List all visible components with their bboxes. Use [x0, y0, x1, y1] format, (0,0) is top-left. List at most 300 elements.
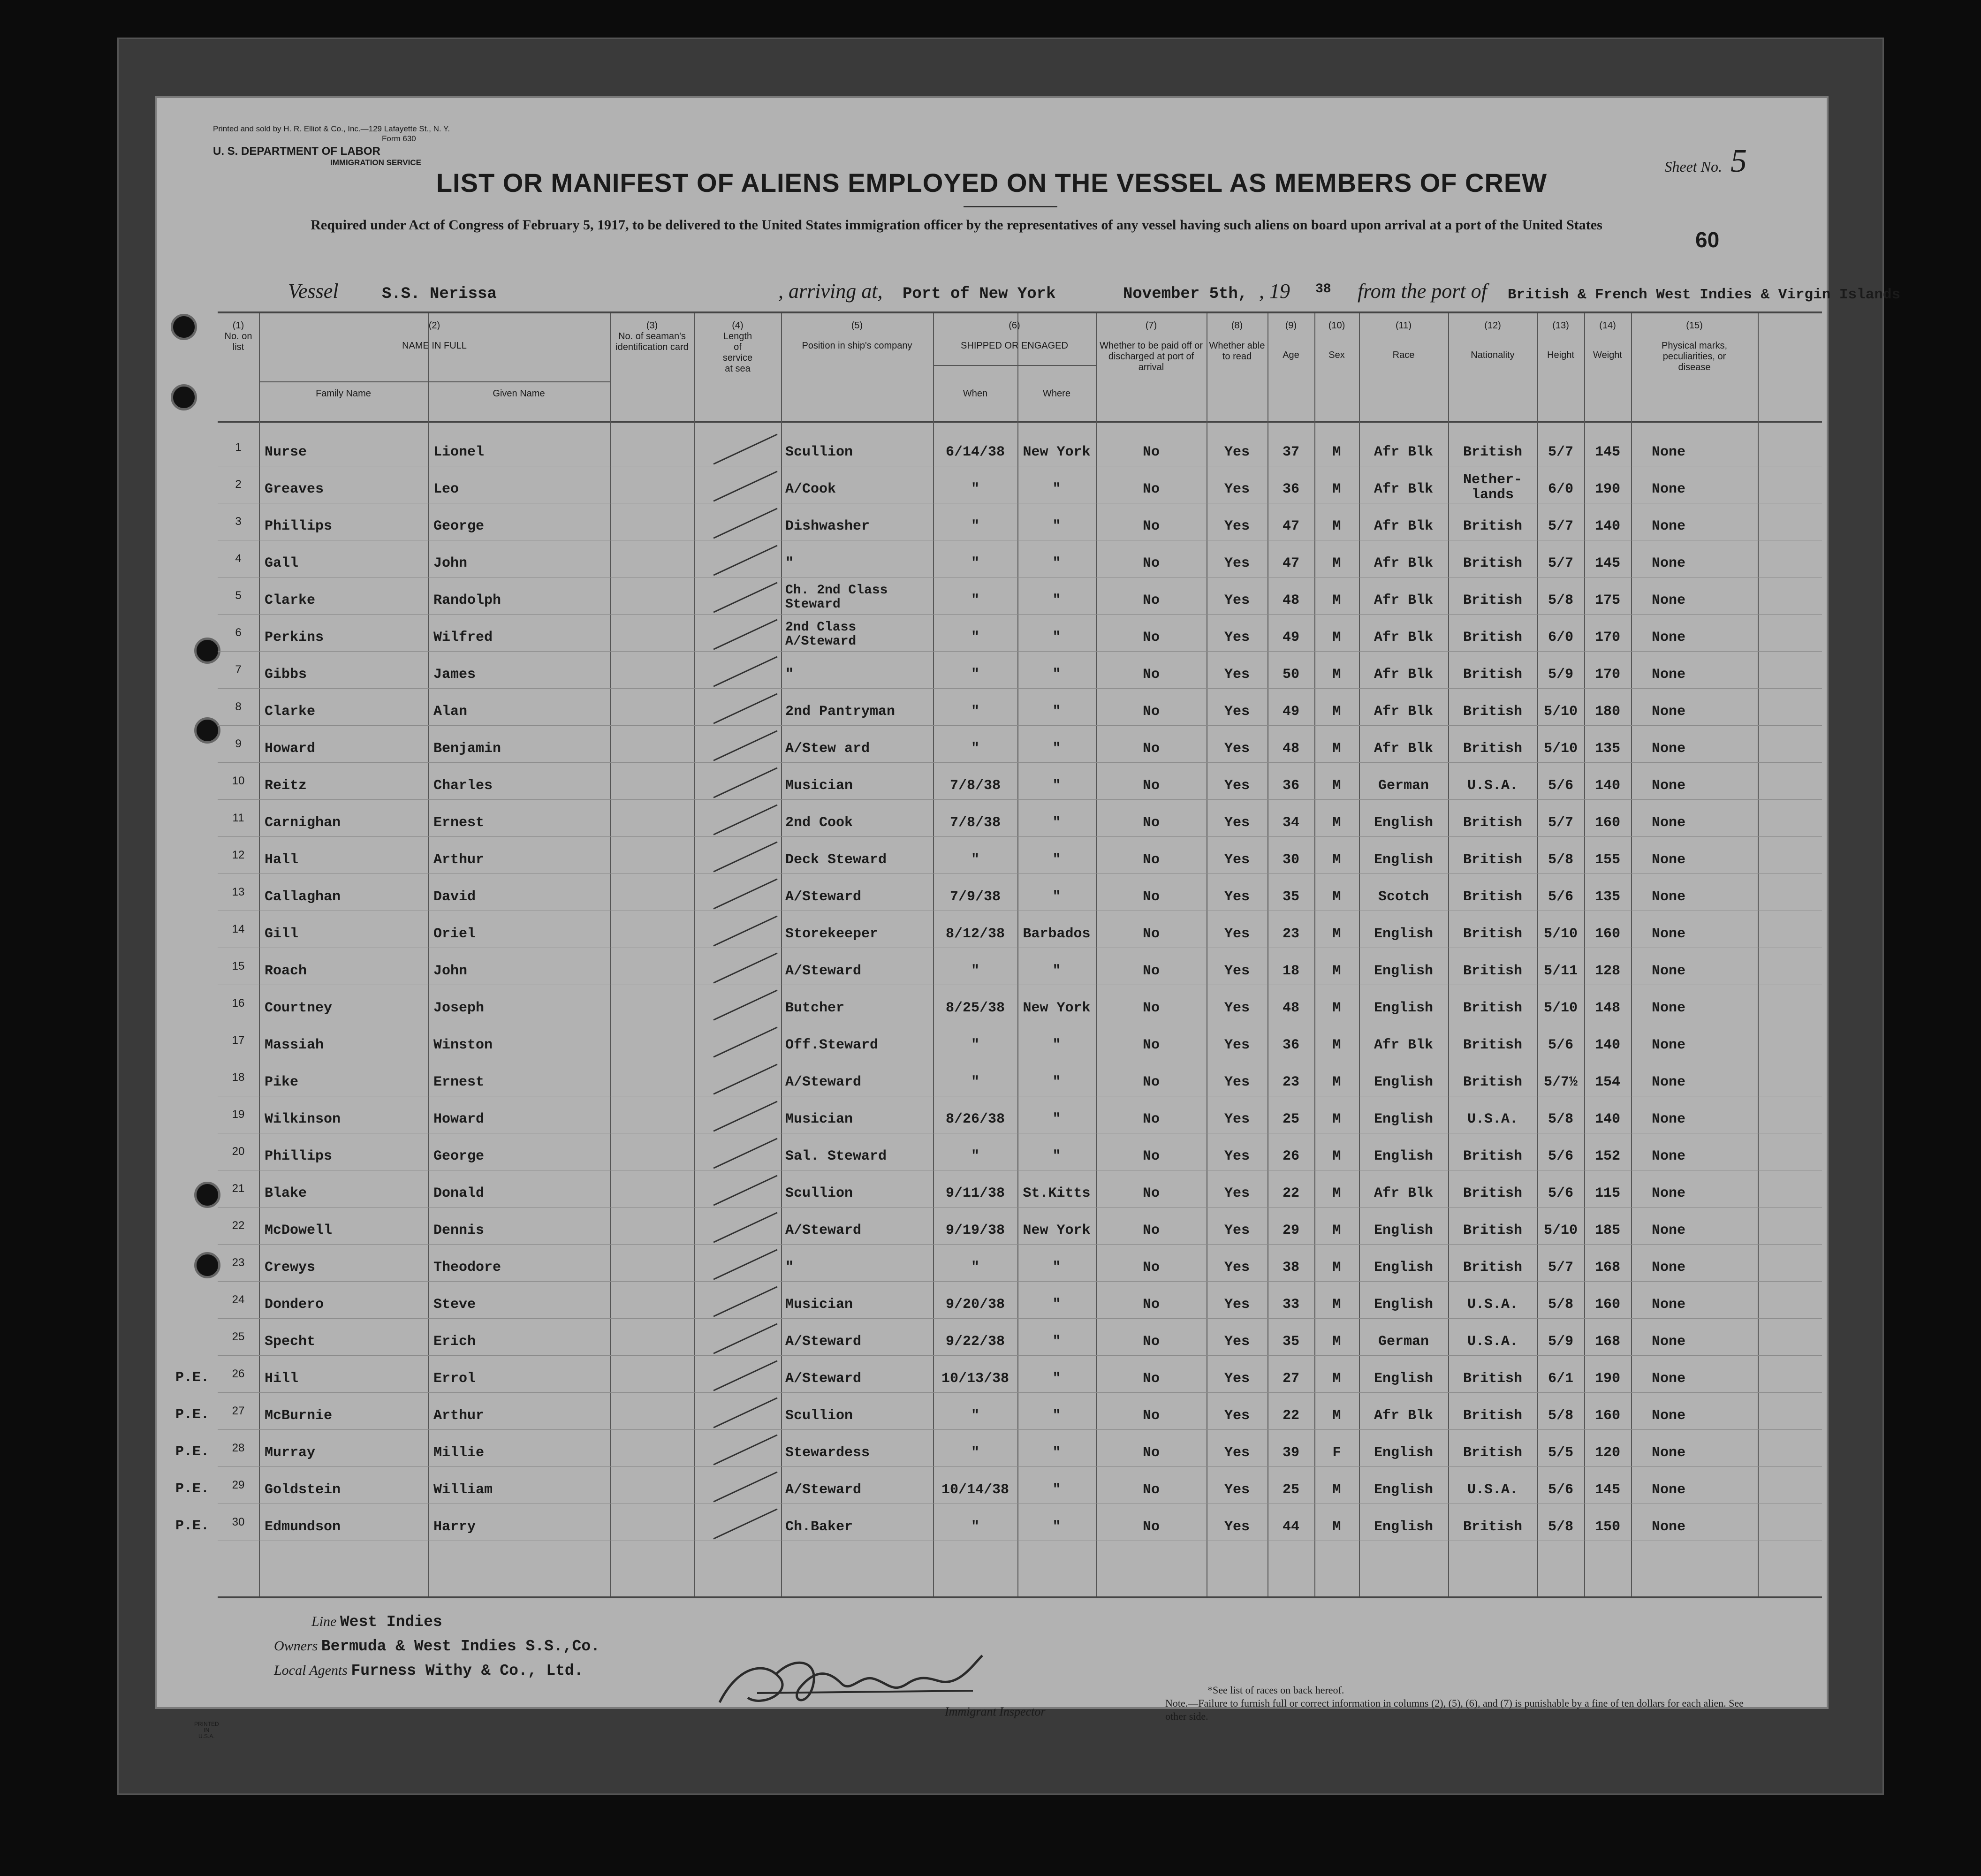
cell-nat: U.S.A. — [1467, 1111, 1518, 1127]
cell-given: Ernest — [433, 815, 485, 831]
departure-port: British & French West Indies & Virgin Islands — [1508, 287, 1901, 303]
cell-when: " — [971, 630, 979, 646]
inspector-label: Immigrant Inspector — [945, 1705, 1046, 1718]
cell-when: 9/20/38 — [945, 1297, 1005, 1313]
service-check-mark — [713, 693, 777, 724]
cell-read: Yes — [1224, 1519, 1250, 1535]
cell-paid: No — [1142, 1297, 1160, 1313]
column-rule — [1017, 313, 1018, 1596]
cell-no: 28 — [232, 1442, 245, 1454]
cell-marks: None — [1651, 630, 1685, 646]
cell-position: " — [785, 1260, 794, 1276]
row-annotation: P.E. — [175, 1370, 210, 1386]
cell-nat: U.S.A. — [1467, 1297, 1518, 1313]
cell-given: Harry — [433, 1519, 476, 1535]
cell-marks: None — [1651, 1148, 1685, 1164]
cell-read: Yes — [1224, 667, 1250, 683]
cell-age: 18 — [1282, 963, 1299, 979]
cell-position: Stewardess — [785, 1445, 870, 1461]
cell-family: Edmundson — [265, 1519, 341, 1535]
cell-marks: None — [1651, 1037, 1685, 1053]
cell-height: 5/8 — [1548, 1111, 1573, 1127]
cell-given: Arthur — [433, 852, 485, 868]
column-rule — [1584, 313, 1585, 1596]
column-rule — [1537, 313, 1538, 1596]
column-rule — [1096, 313, 1097, 1596]
cell-where: " — [1052, 741, 1061, 757]
cell-family: Hill — [265, 1371, 299, 1387]
cell-weight: 185 — [1594, 1223, 1620, 1238]
cell-marks: None — [1651, 1371, 1685, 1387]
cell-marks: None — [1651, 1334, 1685, 1350]
cell-weight: 140 — [1594, 778, 1620, 794]
arrival-port: Port of New York — [903, 285, 1056, 303]
cell-where: " — [1052, 1148, 1061, 1164]
cell-read: Yes — [1224, 963, 1250, 979]
cell-marks: None — [1651, 889, 1685, 905]
cell-given: Steve — [433, 1297, 476, 1313]
cell-age: 26 — [1282, 1148, 1299, 1164]
cell-position: " — [785, 667, 794, 683]
cell-given: Millie — [433, 1445, 485, 1461]
cell-read: Yes — [1224, 1297, 1250, 1313]
cell-when: 8/12/38 — [945, 926, 1005, 942]
cell-nat: British — [1463, 1074, 1523, 1090]
cell-marks: None — [1651, 963, 1685, 979]
cell-marks: None — [1651, 741, 1685, 757]
cell-race: Afr Blk — [1374, 741, 1434, 757]
cell-race: English — [1374, 963, 1434, 979]
cell-given: William — [433, 1482, 493, 1498]
cell-height: 5/7½ — [1543, 1074, 1578, 1090]
cell-family: Massiah — [265, 1037, 324, 1053]
cell-weight: 140 — [1594, 518, 1620, 534]
cell-when: " — [971, 1074, 979, 1090]
cell-height: 6/0 — [1548, 481, 1573, 497]
cell-paid: No — [1142, 1482, 1160, 1498]
service-check-mark — [713, 1360, 777, 1391]
cell-paid: No — [1142, 1334, 1160, 1350]
cell-family: Perkins — [265, 630, 324, 646]
cell-weight: 168 — [1594, 1334, 1620, 1350]
row-rule — [218, 762, 1822, 763]
cell-sex: M — [1332, 1371, 1341, 1387]
cell-nat: U.S.A. — [1467, 778, 1518, 794]
cell-nat: British — [1463, 1185, 1523, 1201]
service-check-mark — [713, 841, 777, 872]
cell-marks: None — [1651, 1000, 1685, 1016]
cell-position: A/Steward — [785, 963, 862, 979]
cell-when: 8/26/38 — [945, 1111, 1005, 1127]
cell-position: Storekeeper — [785, 926, 879, 942]
cell-family: Greaves — [265, 481, 324, 497]
cell-sex: M — [1332, 1223, 1341, 1238]
cell-marks: None — [1651, 592, 1685, 608]
cell-no: 30 — [232, 1516, 245, 1528]
cell-marks: None — [1651, 1408, 1685, 1424]
cell-age: 37 — [1282, 444, 1299, 460]
cell-sex: M — [1332, 630, 1341, 646]
cell-race: English — [1374, 926, 1434, 942]
cell-family: McDowell — [265, 1223, 333, 1238]
row-rule — [218, 1207, 1822, 1208]
cell-family: Dondero — [265, 1297, 324, 1313]
cell-marks: None — [1651, 1519, 1685, 1535]
cell-weight: 128 — [1594, 963, 1620, 979]
column-rule — [1448, 313, 1449, 1596]
cell-position: Butcher — [785, 1000, 845, 1016]
cell-no: 7 — [235, 663, 242, 676]
cell-weight: 140 — [1594, 1111, 1620, 1127]
cell-position: Scullion — [785, 1185, 853, 1201]
cell-when: " — [971, 852, 979, 868]
cell-no: 19 — [232, 1108, 245, 1121]
cell-when: 6/14/38 — [945, 444, 1005, 460]
cell-where: " — [1052, 1371, 1061, 1387]
cell-no: 3 — [235, 515, 242, 528]
cell-weight: 150 — [1594, 1519, 1620, 1535]
column-rule — [1631, 313, 1632, 1596]
cell-position: Musician — [785, 1111, 853, 1127]
cell-age: 29 — [1282, 1223, 1299, 1238]
cell-height: 5/10 — [1543, 1223, 1578, 1238]
service-check-mark — [713, 804, 777, 835]
cell-where: " — [1052, 1260, 1061, 1276]
cell-weight: 160 — [1594, 1408, 1620, 1424]
cell-nat: Nether-lands — [1463, 472, 1523, 503]
cell-when: " — [971, 741, 979, 757]
cell-height: 5/7 — [1548, 518, 1573, 534]
header-shipped: (6) SHIPPED OR ENGAGED — [961, 320, 1068, 351]
cell-family: McBurnie — [265, 1408, 333, 1424]
service-check-mark — [713, 1434, 777, 1465]
cell-paid: No — [1142, 1223, 1160, 1238]
cell-position: Off.Steward — [785, 1037, 879, 1053]
cell-age: 49 — [1282, 704, 1299, 720]
page-number: 60 — [1695, 228, 1720, 252]
cell-family: Carnighan — [265, 815, 341, 831]
service-check-mark — [713, 1508, 777, 1539]
cell-marks: None — [1651, 1185, 1685, 1201]
cell-marks: None — [1651, 1260, 1685, 1276]
cell-age: 33 — [1282, 1297, 1299, 1313]
cell-race: Afr Blk — [1374, 1037, 1434, 1053]
cell-family: Roach — [265, 963, 307, 979]
cell-paid: No — [1142, 555, 1160, 571]
cell-where: " — [1052, 1334, 1061, 1350]
cell-nat: British — [1463, 1408, 1523, 1424]
cell-position: Deck Steward — [785, 852, 887, 868]
cell-sex: M — [1332, 778, 1341, 794]
header-given-name: Given Name — [493, 388, 545, 399]
header-sex: (10) Sex — [1328, 320, 1345, 360]
cell-where: " — [1052, 481, 1061, 497]
header-no: (1) No. on list — [224, 320, 252, 352]
cell-family: Gibbs — [265, 667, 307, 683]
cell-no: 8 — [235, 700, 242, 713]
sheet-number: Sheet No. 5 — [1664, 143, 1747, 179]
cell-given: Errol — [433, 1371, 476, 1387]
cell-sex: M — [1332, 1111, 1341, 1127]
header-weight: (14) Weight — [1593, 320, 1622, 360]
cell-read: Yes — [1224, 592, 1250, 608]
cell-height: 5/9 — [1548, 1334, 1573, 1350]
cell-read: Yes — [1224, 704, 1250, 720]
cell-nat: British — [1463, 1371, 1523, 1387]
service-check-mark — [713, 952, 777, 983]
service-check-mark — [713, 545, 777, 576]
service-check-mark — [713, 508, 777, 539]
cell-when: " — [971, 1260, 979, 1276]
cell-marks: None — [1651, 1223, 1685, 1238]
service-check-mark — [713, 471, 777, 501]
cell-family: Hall — [265, 852, 299, 868]
cell-marks: None — [1651, 1111, 1685, 1127]
cell-sex: M — [1332, 741, 1341, 757]
row-rule — [218, 1244, 1822, 1245]
cell-no: 22 — [232, 1219, 245, 1232]
cell-race: English — [1374, 1148, 1434, 1164]
cell-read: Yes — [1224, 1482, 1250, 1498]
cell-height: 5/6 — [1548, 1037, 1573, 1053]
cell-weight: 170 — [1594, 667, 1620, 683]
cell-height: 5/8 — [1548, 1519, 1573, 1535]
cell-paid: No — [1142, 1408, 1160, 1424]
vessel-line: Vessel S.S. Nerissa , arriving at, Port of New York November 5th, , 19 38 from the port of British & French West Indies & Virgin Islands — [288, 280, 1901, 303]
cell-nat: British — [1463, 555, 1523, 571]
cell-race: Afr Blk — [1374, 444, 1434, 460]
cell-given: Charles — [433, 778, 493, 794]
cell-nat: U.S.A. — [1467, 1334, 1518, 1350]
cell-read: Yes — [1224, 1074, 1250, 1090]
cell-age: 25 — [1282, 1111, 1299, 1127]
service-check-mark — [713, 878, 777, 909]
cell-age: 23 — [1282, 926, 1299, 942]
cell-age: 27 — [1282, 1371, 1299, 1387]
cell-weight: 190 — [1594, 481, 1620, 497]
cell-no: 26 — [232, 1367, 245, 1380]
cell-weight: 145 — [1594, 555, 1620, 571]
service-check-mark — [713, 1471, 777, 1502]
cell-when: 7/8/38 — [949, 815, 1001, 831]
cell-sex: M — [1332, 592, 1341, 608]
cell-when: " — [971, 1445, 979, 1461]
cell-race: Afr Blk — [1374, 518, 1434, 534]
cell-read: Yes — [1224, 1445, 1250, 1461]
cell-position: A/Steward — [785, 1334, 862, 1350]
cell-position: A/Cook — [785, 481, 836, 497]
cell-where: " — [1052, 1408, 1061, 1424]
row-annotation: P.E. — [175, 1518, 210, 1534]
cell-no: 10 — [232, 775, 245, 787]
printed-in-usa-stamp: PRINTED IN U.S.A. — [194, 1721, 219, 1739]
cell-no: 4 — [235, 552, 242, 565]
cell-sex: M — [1332, 889, 1341, 905]
cell-weight: 160 — [1594, 815, 1620, 831]
cell-marks: None — [1651, 778, 1685, 794]
cell-age: 49 — [1282, 630, 1299, 646]
cell-given: Theodore — [433, 1260, 501, 1276]
cell-race: English — [1374, 1445, 1434, 1461]
service-check-mark — [713, 730, 777, 761]
cell-family: Specht — [265, 1334, 316, 1350]
cell-marks: None — [1651, 555, 1685, 571]
cell-position: " — [785, 555, 794, 571]
column-rule — [1359, 313, 1360, 1596]
cell-height: 6/1 — [1548, 1371, 1573, 1387]
cell-family: Crewys — [265, 1260, 316, 1276]
cell-given: John — [433, 555, 468, 571]
cell-where: " — [1052, 1111, 1061, 1127]
cell-height: 5/6 — [1548, 889, 1573, 905]
row-rule — [218, 651, 1822, 652]
cell-when: " — [971, 518, 979, 534]
cell-height: 5/10 — [1543, 704, 1578, 720]
service-check-mark — [713, 1286, 777, 1317]
row-rule — [218, 1281, 1822, 1282]
punch-hole — [194, 1182, 220, 1208]
cell-height: 5/8 — [1548, 592, 1573, 608]
header-family-name: Family Name — [316, 388, 371, 399]
cell-given: George — [433, 518, 485, 534]
cell-when: " — [971, 667, 979, 683]
cell-weight: 160 — [1594, 1297, 1620, 1313]
cell-paid: No — [1142, 815, 1160, 831]
cell-nat: U.S.A. — [1467, 1482, 1518, 1498]
cell-nat: British — [1463, 1445, 1523, 1461]
cell-age: 48 — [1282, 1000, 1299, 1016]
service-check-mark — [713, 767, 777, 798]
column-rule — [933, 313, 934, 1596]
cell-race: Afr Blk — [1374, 1185, 1434, 1201]
cell-paid: No — [1142, 1445, 1160, 1461]
cell-read: Yes — [1224, 1408, 1250, 1424]
cell-marks: None — [1651, 667, 1685, 683]
cell-height: 5/6 — [1548, 1185, 1573, 1201]
cell-nat: British — [1463, 1148, 1523, 1164]
cell-sex: M — [1332, 1519, 1341, 1535]
cell-no: 23 — [232, 1256, 245, 1269]
column-rule — [610, 313, 611, 1596]
page-subtitle: Required under Act of Congress of February 5, 1917, to be delivered to the United States immigration officer by the representatives of any vessel having such aliens on board upon arrival at a port of the United States — [311, 217, 1602, 233]
cell-when: " — [971, 1519, 979, 1535]
cell-when: 7/8/38 — [949, 778, 1001, 794]
cell-race: English — [1374, 815, 1434, 831]
cell-race: Afr Blk — [1374, 704, 1434, 720]
cell-given: Donald — [433, 1185, 485, 1201]
cell-no: 24 — [232, 1293, 245, 1306]
cell-position: Dishwasher — [785, 518, 870, 534]
cell-no: 27 — [232, 1405, 245, 1417]
cell-family: Reitz — [265, 778, 307, 794]
header-height: (13) Height — [1547, 320, 1574, 360]
cell-read: Yes — [1224, 926, 1250, 942]
cell-race: English — [1374, 1371, 1434, 1387]
cell-nat: British — [1463, 1037, 1523, 1053]
punch-hole — [171, 384, 197, 410]
cell-where: St.Kitts — [1023, 1185, 1091, 1201]
cell-where: " — [1052, 889, 1061, 905]
cell-read: Yes — [1224, 1371, 1250, 1387]
cell-when: 9/19/38 — [945, 1223, 1005, 1238]
cell-sex: F — [1332, 1445, 1341, 1461]
cell-weight: 155 — [1594, 852, 1620, 868]
cell-where: " — [1052, 518, 1061, 534]
cell-where: " — [1052, 630, 1061, 646]
footer-note: *See list of races on back hereof. Note.—Failure to furnish full or correct information in columns (2), (5), (6), and (7) is punishable by a fine of ten dollars for each alien. See other side. — [1165, 1684, 1744, 1722]
cell-when: 7/9/38 — [949, 889, 1001, 905]
cell-position: A/Stew ard — [785, 741, 870, 757]
cell-read: Yes — [1224, 1148, 1250, 1164]
cell-race: Afr Blk — [1374, 592, 1434, 608]
cell-marks: None — [1651, 815, 1685, 831]
cell-height: 5/9 — [1548, 667, 1573, 683]
cell-read: Yes — [1224, 1000, 1250, 1016]
cell-paid: No — [1142, 630, 1160, 646]
cell-sex: M — [1332, 1000, 1341, 1016]
header-age: (9) Age — [1283, 320, 1299, 360]
service-check-mark — [713, 656, 777, 687]
cell-where: " — [1052, 667, 1061, 683]
cell-read: Yes — [1224, 1185, 1250, 1201]
cell-weight: 135 — [1594, 741, 1620, 757]
cell-when: " — [971, 1408, 979, 1424]
cell-sex: M — [1332, 1037, 1341, 1053]
cell-given: Alan — [433, 704, 468, 720]
crew-table — [175, 311, 1822, 1598]
cell-given: David — [433, 889, 476, 905]
row-rule — [218, 1355, 1822, 1356]
cell-race: German — [1378, 778, 1429, 794]
cell-race: English — [1374, 1000, 1434, 1016]
cell-position: Scullion — [785, 444, 853, 460]
vessel-name: S.S. Nerissa — [382, 285, 497, 303]
cell-age: 25 — [1282, 1482, 1299, 1498]
cell-position: Ch.Baker — [785, 1519, 853, 1535]
row-rule — [218, 614, 1822, 615]
cell-no: 15 — [232, 960, 245, 972]
cell-when: " — [971, 481, 979, 497]
cell-where: " — [1052, 1519, 1061, 1535]
printer-credit: Printed and sold by H. R. Elliot & Co., Inc.—129 Lafayette St., N. Y. Form 630 — [213, 124, 450, 143]
header-nationality: (12) Nationality — [1471, 320, 1515, 360]
cell-no: 16 — [232, 997, 245, 1010]
cell-race: Scotch — [1378, 889, 1429, 905]
row-annotation: P.E. — [175, 1444, 210, 1460]
header-position: (5) Position in ship's company — [802, 320, 912, 351]
cell-position: Musician — [785, 1297, 853, 1313]
cell-height: 6/0 — [1548, 630, 1573, 646]
cell-when: 8/25/38 — [945, 1000, 1005, 1016]
cell-weight: 115 — [1594, 1185, 1620, 1201]
cell-read: Yes — [1224, 1334, 1250, 1350]
cell-read: Yes — [1224, 889, 1250, 905]
cell-nat: British — [1463, 1260, 1523, 1276]
cell-height: 5/6 — [1548, 1148, 1573, 1164]
cell-where: " — [1052, 963, 1061, 979]
cell-race: English — [1374, 1260, 1434, 1276]
row-annotation: P.E. — [175, 1481, 210, 1497]
cell-nat: British — [1463, 630, 1523, 646]
agents-field: Local Agents Furness Withy & Co., Ltd. — [274, 1662, 584, 1679]
cell-age: 50 — [1282, 667, 1299, 683]
cell-where: " — [1052, 1074, 1061, 1090]
row-rule — [218, 1318, 1822, 1319]
cell-given: Leo — [433, 481, 459, 497]
cell-nat: British — [1463, 741, 1523, 757]
cell-weight: 148 — [1594, 1000, 1620, 1016]
cell-nat: British — [1463, 1519, 1523, 1535]
